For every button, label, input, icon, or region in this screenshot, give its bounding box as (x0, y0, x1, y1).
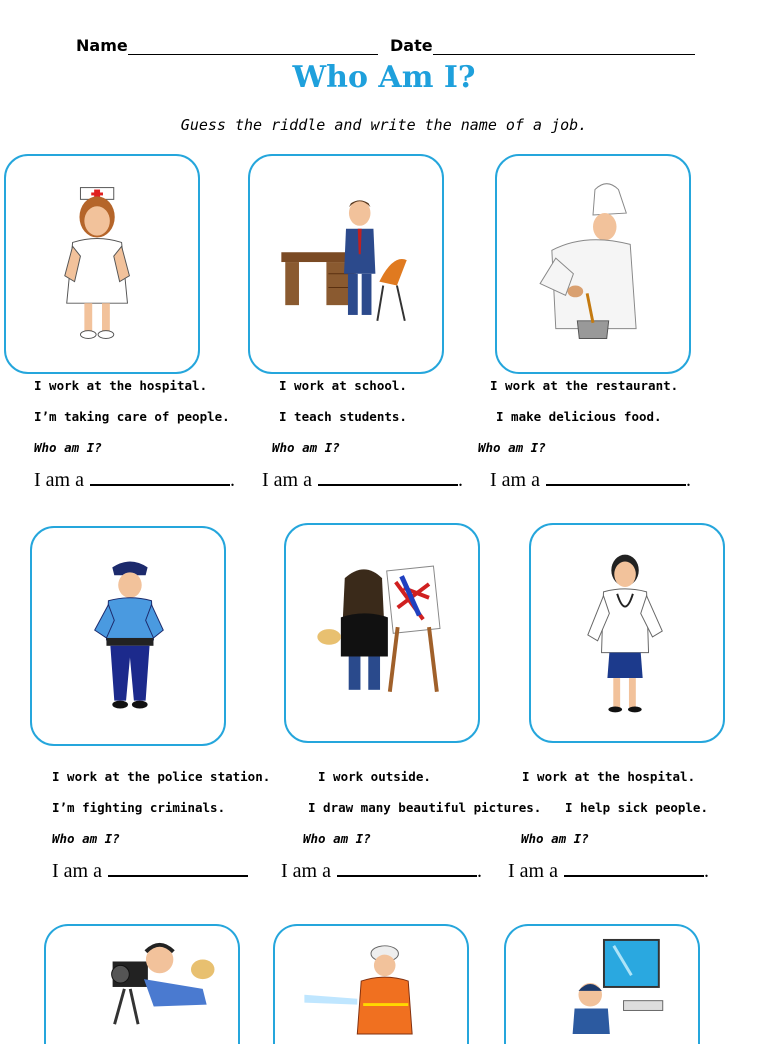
nurse-picture (6, 156, 198, 372)
question-1: Who am I? (34, 440, 102, 455)
answer-label-3: I am a (490, 469, 540, 491)
answer-label-2: I am a (262, 469, 312, 491)
clue-2a: I work at school. (279, 378, 407, 393)
police-officer-card (30, 526, 226, 746)
date-line[interactable] (433, 38, 695, 55)
teacher-card (248, 154, 444, 374)
plumber-picture (506, 926, 698, 1044)
answer-blank-6[interactable] (564, 859, 704, 877)
date-label: Date (390, 36, 433, 55)
question-6: Who am I? (521, 831, 589, 846)
clue-4b: I’m fighting criminals. (52, 800, 226, 815)
nurse-card (4, 154, 200, 374)
instruction: Guess the riddle and write the name of a job. (180, 116, 588, 134)
page-title: Who Am I? (292, 60, 476, 95)
answer-line-2[interactable]: I am a . (262, 469, 463, 491)
name-field[interactable] (76, 36, 378, 55)
answer-label-4: I am a (52, 860, 102, 882)
firefighter-picture (275, 926, 467, 1044)
answer-blank-4[interactable] (108, 859, 248, 877)
clue-5b: I draw many beautiful pictures. (308, 800, 542, 815)
clue-6b: I help sick people. (565, 800, 708, 815)
clue-1a: I work at the hospital. (34, 378, 208, 393)
painter-picture (286, 525, 478, 741)
answer-line-6[interactable]: I am a . (508, 860, 709, 882)
doctor-card (529, 523, 725, 743)
answer-line-5[interactable]: I am a . (281, 860, 482, 882)
painter-card (284, 523, 480, 743)
name-line[interactable] (128, 38, 378, 55)
police-officer-picture (32, 528, 224, 744)
clue-5a: I work outside. (318, 769, 431, 784)
answer-blank-1[interactable] (90, 468, 230, 486)
answer-blank-3[interactable] (546, 468, 686, 486)
clue-2b: I teach students. (279, 409, 407, 424)
doctor-picture (531, 525, 723, 741)
answer-label-5: I am a (281, 860, 331, 882)
teacher-picture (250, 156, 442, 372)
question-3: Who am I? (478, 440, 546, 455)
answer-line-4[interactable] (52, 859, 248, 883)
answer-label-6: I am a (508, 860, 558, 882)
chef-card (495, 154, 691, 374)
question-4: Who am I? (52, 831, 120, 846)
answer-label-1: I am a (34, 469, 84, 491)
clue-1b: I’m taking care of people. (34, 409, 230, 424)
name-label: Name (76, 36, 128, 55)
clue-4a: I work at the police station. (52, 769, 271, 784)
answer-line-1[interactable]: I am a . (34, 469, 235, 491)
chef-picture (497, 156, 689, 372)
date-field[interactable] (390, 36, 695, 55)
question-2: Who am I? (272, 440, 340, 455)
cameraman-picture (46, 926, 238, 1044)
question-5: Who am I? (303, 831, 371, 846)
answer-blank-5[interactable] (337, 859, 477, 877)
clue-6a: I work at the hospital. (522, 769, 696, 784)
answer-line-3[interactable]: I am a . (490, 469, 691, 491)
answer-blank-2[interactable] (318, 468, 458, 486)
plumber-card (504, 924, 700, 1044)
firefighter-card (273, 924, 469, 1044)
clue-3b: I make delicious food. (496, 409, 662, 424)
cameraman-card (44, 924, 240, 1044)
clue-3a: I work at the restaurant. (490, 378, 679, 393)
